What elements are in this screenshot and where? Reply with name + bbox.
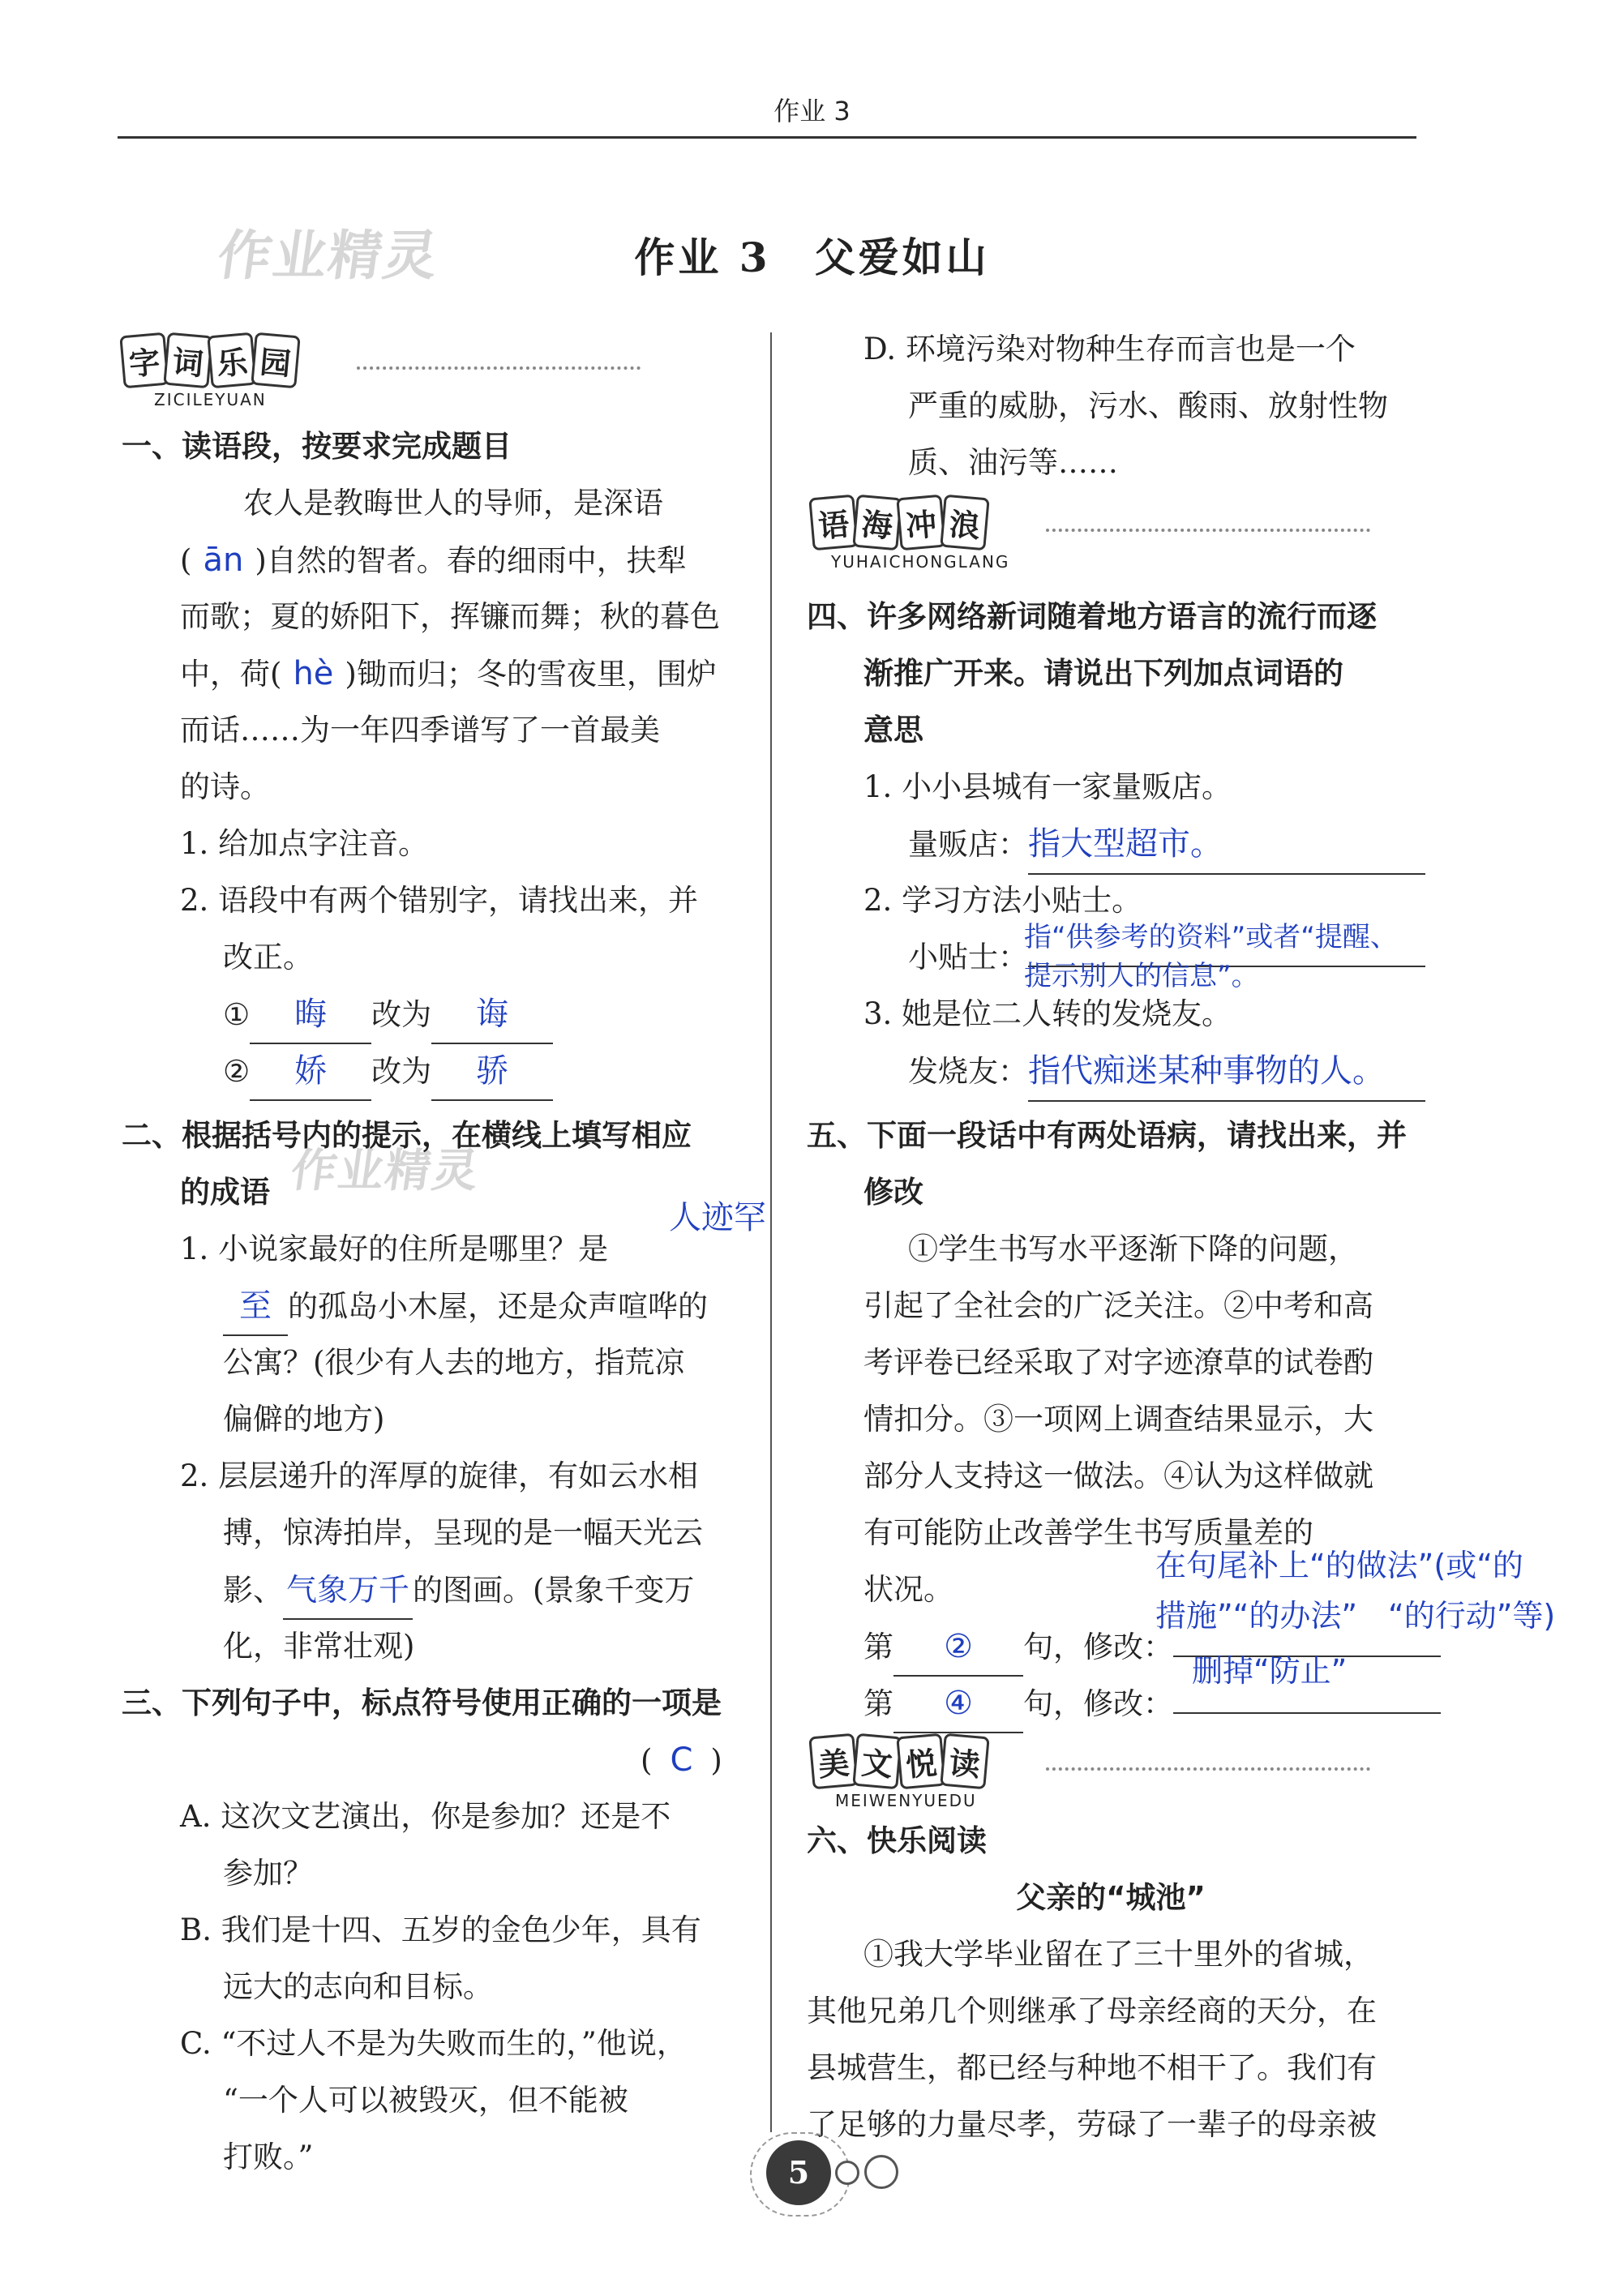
answer-liangfandian: 指大型超市。 bbox=[1028, 825, 1223, 863]
q2-item2-line: 2. 层层递升的浑厚的旋律，有如云水相 bbox=[180, 1458, 699, 1493]
answer-idiom-qixiang: 气象万千 bbox=[283, 1561, 413, 1620]
q1-paragraph-line: 的诗。 bbox=[180, 769, 270, 804]
q5-paragraph-line: 有可能防止改善学生书写质量差的 bbox=[863, 1515, 1313, 1550]
q5-paragraph-line: 引起了全社会的广泛关注。②中考和高 bbox=[863, 1288, 1373, 1323]
q5-revision-row-1: 第 ② 句，修改： bbox=[863, 1618, 1441, 1677]
q1-paragraph-line: 农人是教晦世人的导师，是深语 bbox=[243, 486, 663, 520]
q3-option-d: D. 环境污染对物种生存而言也是一个 bbox=[863, 332, 1356, 366]
answer-xiaotieshi-line1: 指“供参考的资料”或者“提醒、 bbox=[1024, 921, 1398, 953]
q4-item1-answer-row: 量贩店：指大型超市。 bbox=[908, 816, 1425, 875]
q4-item1: 1. 小小县城有一家量贩店。 bbox=[863, 769, 1232, 804]
banner-char: 浪 bbox=[940, 495, 989, 551]
q2-item1-line: 公寓？(很少有人去的地方，指荒凉 bbox=[223, 1345, 685, 1380]
q2-item2-line: 搏，惊涛拍岸，呈现的是一幅天光云 bbox=[223, 1515, 703, 1550]
q5-revision-row-2: 第 ④ 句，修改： bbox=[863, 1675, 1441, 1733]
banner-char: 悦 bbox=[896, 1733, 945, 1790]
section-banner-yuhai bbox=[811, 496, 1009, 572]
q3-option-a-cont: 参加？ bbox=[223, 1856, 313, 1891]
section-banner-meiwen bbox=[811, 1735, 986, 1810]
answer-revision-1-line1: 在句尾补上“的做法”(或“的 bbox=[1155, 1548, 1523, 1583]
q4-heading-cont: 渐推广开来。请说出下列加点词语的 bbox=[863, 656, 1343, 691]
answer-right-char-2: 骄 bbox=[431, 1043, 553, 1101]
q4-heading-cont: 意思 bbox=[863, 713, 923, 747]
banner-dotted-line bbox=[1046, 529, 1370, 532]
q3-option-c-cont: “一个人可以被毁灭，但不能被 bbox=[223, 2083, 628, 2118]
banner-dotted-line bbox=[357, 366, 641, 370]
q1-sub2: 2. 语段中有两个错别字，请找出来，并 bbox=[180, 883, 699, 918]
q2-item2-line: 影、 气象万千 的图画。(景象千变万 bbox=[223, 1561, 694, 1620]
q5-paragraph-line: 情扣分。③一项网上调查结果显示，大 bbox=[863, 1402, 1373, 1437]
banner-char: 乐 bbox=[207, 332, 256, 389]
q2-item1-line: 至 的孤岛小木屋，还是众声喧哗的 bbox=[223, 1278, 708, 1336]
q6-heading: 六、快乐阅读 bbox=[807, 1823, 987, 1858]
answer-idiom-part2: 至 bbox=[223, 1278, 288, 1336]
q4-item3: 3. 她是位二人转的发烧友。 bbox=[863, 996, 1232, 1031]
q1-correction-1: ① 晦 改为 诲 bbox=[223, 986, 553, 1044]
reading-line: 其他兄弟几个则继承了母亲经商的天分，在 bbox=[807, 1994, 1377, 2028]
header-rule bbox=[118, 136, 1416, 139]
watermark-top: 作业精灵 bbox=[213, 225, 443, 287]
answer-revision-2: 删掉“防止” bbox=[1192, 1653, 1348, 1689]
answer-idiom-part1: 人迹罕 bbox=[669, 1199, 766, 1236]
q1-sub2-cont: 改正。 bbox=[223, 940, 313, 974]
banner-char: 冲 bbox=[896, 495, 945, 551]
answer-pinyin-an: ān bbox=[203, 542, 244, 579]
page-number: 5 bbox=[766, 2140, 831, 2205]
answer-wrong-char-2: 娇 bbox=[250, 1043, 371, 1101]
q4-item3-answer-row: 发烧友：指代痴迷某种事物的人。 bbox=[908, 1043, 1425, 1102]
q5-paragraph-line: ①学生书写水平逐渐下降的问题， bbox=[908, 1231, 1358, 1266]
watermark-middle: 作业精灵 bbox=[287, 1145, 483, 1197]
answer-xiaotieshi-line2: 提示别人的信息”。 bbox=[1024, 960, 1259, 992]
q3-option-d-cont: 严重的威胁，污水、酸雨、放射性物 bbox=[908, 388, 1388, 423]
reading-line: ①我大学毕业留在了三十里外的省城， bbox=[863, 1937, 1373, 1972]
decor-circle-small bbox=[835, 2161, 859, 2185]
page-title: 作业 3 父爱如山 bbox=[634, 233, 990, 281]
q3-answer-paren: ( C ) bbox=[641, 1741, 722, 1779]
q5-paragraph-line: 部分人支持这一做法。④认为这样做就 bbox=[863, 1458, 1373, 1493]
answer-pinyin-he: hè bbox=[293, 655, 334, 692]
banner-char: 园 bbox=[251, 332, 300, 389]
q5-paragraph-line: 考评卷已经采取了对字迹潦草的试卷酌 bbox=[863, 1345, 1373, 1380]
answer-right-char-1: 诲 bbox=[431, 986, 553, 1044]
q1-paragraph-line: ( ān )自然的智者。春的细雨中，扶犁 bbox=[180, 542, 687, 579]
q4-item2-answer-row: 小贴士： bbox=[908, 929, 1425, 986]
q3-option-b: B. 我们是十四、五岁的金色少年，具有 bbox=[180, 1912, 701, 1947]
q1-paragraph-line: 而歌；夏的娇阳下，挥镰而舞；秋的暮色 bbox=[180, 599, 720, 634]
q3-option-c-cont: 打败。” bbox=[223, 2140, 314, 2174]
q4-heading: 四、许多网络新词随着地方语言的流行而逐 bbox=[807, 599, 1377, 634]
q5-paragraph-line: 状况。 bbox=[863, 1572, 953, 1607]
q2-item1-line: 偏僻的地方) bbox=[223, 1402, 385, 1437]
section-banner-zici bbox=[122, 334, 297, 409]
column-divider bbox=[770, 332, 772, 2132]
answer-revision-1-line2: 措施”“的办法” “的行动”等) bbox=[1155, 1598, 1556, 1634]
running-header: 作业 3 bbox=[773, 96, 851, 126]
q1-paragraph-line: 中，荷( hè )锄而归；冬的雪夜里，围炉 bbox=[180, 655, 717, 692]
banner-char: 字 bbox=[119, 332, 169, 389]
q1-heading: 一、读语段，按要求完成题目 bbox=[122, 429, 512, 464]
reading-line: 了足够的力量尽孝，劳碌了一辈子的母亲被 bbox=[807, 2107, 1377, 2142]
q1-paragraph-line: 而话……为一年四季谱写了一首最美 bbox=[180, 713, 660, 747]
banner-char: 读 bbox=[940, 1733, 989, 1790]
banner-dotted-line bbox=[1046, 1767, 1370, 1771]
q3-option-c: C. “不过人不是为失败而生的，”他说， bbox=[180, 2026, 687, 2061]
reading-line: 县城营生，都已经与种地不相干了。我们有 bbox=[807, 2050, 1377, 2085]
q3-option-a: A. 这次文艺演出，你是参加？还是不 bbox=[180, 1799, 671, 1834]
q5-heading-cont: 修改 bbox=[863, 1175, 923, 1210]
answer-choice-c: C bbox=[670, 1741, 693, 1779]
banner-pinyin: MEIWENYUEDU bbox=[835, 1791, 977, 1810]
q1-correction-2: ② 娇 改为 骄 bbox=[223, 1043, 553, 1101]
answer-sentence-num-4: ④ bbox=[893, 1675, 1023, 1733]
banner-pinyin: ZICILEYUAN bbox=[154, 390, 267, 409]
banner-char: 词 bbox=[163, 332, 212, 389]
reading-title: 父亲的“城池” bbox=[1016, 1880, 1206, 1915]
banner-char: 美 bbox=[808, 1733, 858, 1790]
q4-item2: 2. 学习方法小贴士。 bbox=[863, 883, 1142, 918]
banner-char: 语 bbox=[808, 495, 858, 551]
q2-item1-line: 1. 小说家最好的住所是哪里？是 bbox=[180, 1231, 609, 1266]
q2-item2-line: 化，非常壮观) bbox=[223, 1629, 415, 1664]
q5-heading: 五、下面一段话中有两处语病，请找出来，并 bbox=[807, 1118, 1407, 1153]
banner-char: 海 bbox=[852, 495, 902, 551]
q3-option-d-cont: 质、油污等…… bbox=[908, 445, 1118, 480]
answer-sentence-num-2: ② bbox=[893, 1618, 1023, 1677]
q2-heading: 二、根据括号内的提示，在横线上填写相应 bbox=[122, 1118, 692, 1153]
banner-char: 文 bbox=[852, 1733, 902, 1790]
q3-option-b-cont: 远大的志向和目标。 bbox=[223, 1969, 493, 2004]
answer-fashaoyou: 指代痴迷某种事物的人。 bbox=[1028, 1052, 1385, 1090]
q3-heading: 三、下列句子中，标点符号使用正确的一项是 bbox=[122, 1685, 722, 1720]
banner-pinyin: YUHAICHONGLANG bbox=[831, 552, 1010, 572]
q2-heading-cont: 的成语 bbox=[180, 1175, 270, 1210]
q1-sub1: 1. 给加点字注音。 bbox=[180, 826, 429, 861]
answer-wrong-char-1: 晦 bbox=[250, 986, 371, 1044]
decor-circle-large bbox=[864, 2155, 898, 2189]
